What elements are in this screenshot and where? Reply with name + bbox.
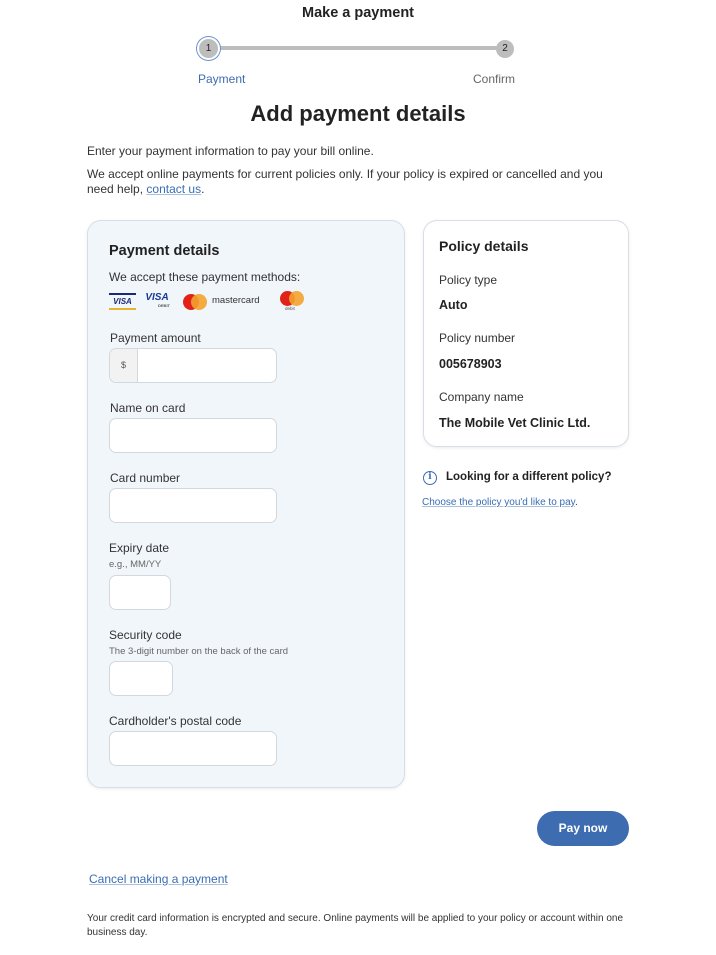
step-2-circle: [496, 40, 514, 58]
notice-body: We accept online payments for current policies only. If your policy is expired or cancelled and you need help,: [87, 167, 603, 196]
notice-text: [87, 167, 632, 197]
step-2-number: 2: [502, 43, 508, 54]
expiry-date-hint: e.g., MM/YY: [109, 559, 162, 570]
cancel-payment-link[interactable]: Cancel making a payment: [89, 872, 228, 886]
postal-code-input[interactable]: [109, 731, 277, 766]
step-2-label: Confirm: [473, 72, 516, 86]
security-code-hint: The 3-digit number on the back of the card: [109, 646, 289, 657]
card-number-input[interactable]: [109, 488, 277, 523]
mastercard-logo: [183, 294, 209, 310]
step-1-circle: [197, 37, 220, 60]
policy-type-value: Auto: [439, 298, 468, 312]
expiry-date-label: Expiry date: [109, 541, 170, 555]
pay-now-button[interactable]: Pay now: [537, 811, 629, 846]
notice-end: .: [201, 182, 205, 196]
payment-amount-label: Payment amount: [110, 331, 201, 345]
name-on-card-input[interactable]: [109, 418, 277, 453]
company-name-label: Company name: [439, 390, 524, 404]
payment-details-title: Payment details: [109, 243, 220, 259]
debit-text: debit: [285, 306, 295, 311]
contact-us-link[interactable]: contact us: [146, 182, 202, 196]
step-1-label: Payment: [198, 72, 246, 86]
payment-amount-field[interactable]: [109, 348, 277, 383]
policy-number-label: Policy number: [439, 331, 516, 345]
card-number-label: Card number: [110, 471, 181, 485]
step-1-number: 1: [205, 43, 212, 54]
expiry-date-input[interactable]: [109, 575, 171, 610]
visa-debit-text: VISA: [145, 292, 169, 303]
security-code-label: Security code: [109, 628, 182, 642]
postal-code-label: Cardholder's postal code: [109, 714, 242, 728]
policy-number-value: 005678903: [439, 357, 502, 371]
company-name-value: The Mobile Vet Clinic Ltd.: [439, 416, 591, 430]
policy-type-label: Policy type: [439, 273, 498, 287]
mastercard-text: mastercard: [212, 295, 260, 306]
debit-logo: [280, 291, 306, 307]
security-code-input[interactable]: [109, 661, 173, 696]
visa-debit-sub: DEBIT: [158, 303, 170, 308]
security-footer-text: Your credit card information is encrypted and secure. Online payments will be applied to your policy or account within one business day.: [87, 913, 624, 938]
stepper-track: [212, 46, 502, 50]
currency-prefix: $: [110, 349, 138, 382]
name-on-card-label: Name on card: [110, 401, 186, 415]
choose-policy-end: .: [574, 497, 578, 508]
intro-text: Enter your payment information to pay your bill online.: [87, 144, 374, 158]
info-icon: i: [423, 471, 437, 485]
policy-details-title: Policy details: [439, 238, 529, 254]
choose-policy-link[interactable]: Choose the policy you'd like to pay: [422, 497, 575, 508]
visa-debit-logo: [144, 292, 170, 308]
different-policy-title: Looking for a different policy?: [446, 471, 612, 483]
visa-logo: VISA: [109, 293, 136, 310]
choose-policy-text: [422, 497, 578, 508]
payment-methods-label: We accept these payment methods:: [109, 270, 301, 284]
page-title: Add payment details: [250, 101, 466, 126]
page-header-title: Make a payment: [301, 5, 415, 21]
